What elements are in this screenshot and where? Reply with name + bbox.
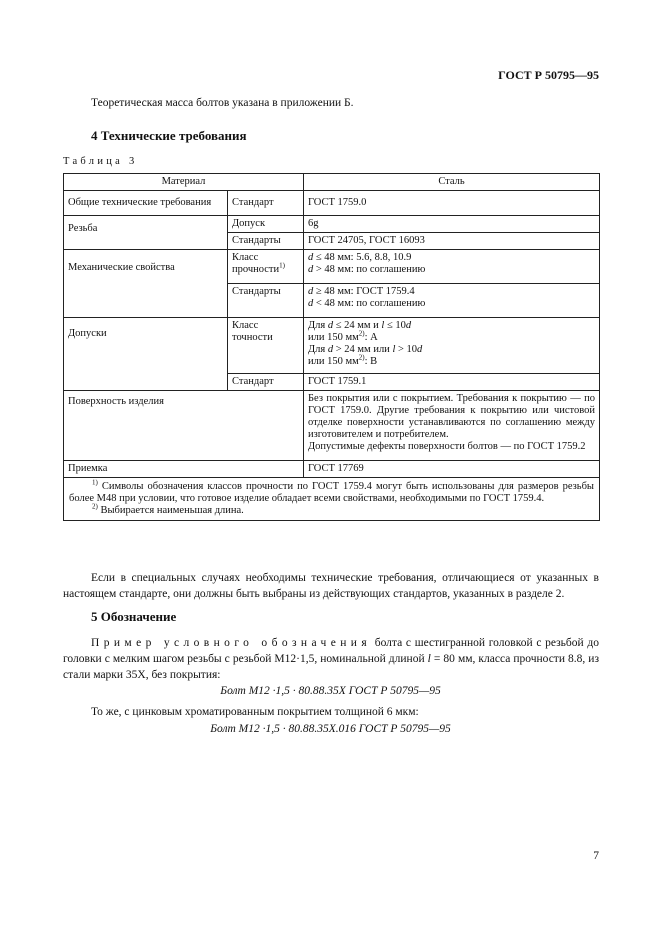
- row-mech-label: [64, 250, 228, 318]
- table-row: [64, 216, 600, 233]
- row-mech-class-value: d ≤ 48 мм: 5.6, 8.8, 10.9 d > 48 мм: по соглашению: [304, 250, 600, 284]
- row-mech-standards-value: d ≥ 48 мм: ГОСТ 1759.4 d < 48 мм: по соглашению: [304, 284, 600, 318]
- example-label: Пример условного обозначения: [91, 637, 372, 649]
- row-thread-label: [64, 216, 228, 250]
- surface-text-1: Без покрытия или с покрытием. Требования к покрытию — по ГОСТ 1759.0. Другие требования к покрытию или чистовой отделке поверхности устанавливаются по соглашению между изготовителем и потребителем.: [308, 393, 595, 440]
- header-steel: Сталь: [304, 174, 600, 191]
- section-5-title: 5 Обозначение: [91, 609, 177, 624]
- designation-example-1: Болт М12 ·1,5 · 80.88.35Х ГОСТ Р 50795—95: [220, 685, 441, 697]
- row-general-value: ГОСТ 1759.0: [304, 191, 600, 216]
- row-surface-label: Поверхность изделия: [64, 391, 304, 461]
- row-mech-standards: Стандарты: [228, 284, 304, 318]
- surface-text-2: Допустимые дефекты поверхности болтов — по ГОСТ 1759.2: [308, 441, 586, 452]
- footnote-ref-2: 2): [358, 329, 365, 338]
- footnote-ref-2: 2): [358, 353, 365, 362]
- row-acceptance-value: ГОСТ 17769: [304, 461, 600, 478]
- intro-paragraph: Теоретическая масса болтов указана в приложении Б.: [91, 97, 354, 109]
- footnote-2-mark: 2): [92, 502, 98, 511]
- table-row: [64, 391, 600, 461]
- table-row: [64, 461, 600, 478]
- mech-class-value-line2: > 48 мм: по соглашению: [315, 264, 426, 275]
- table-footnotes: [64, 478, 600, 521]
- acc-text: ≤ 24 мм и: [335, 320, 379, 331]
- acc-text: Для: [308, 320, 326, 331]
- designation-example-paragraph: Пример условного обозначения болта с шестигранной головкой с резьбой до головки с мелким шагом резьбы с резьбой М12·1,5, номинальной длиной l = 80 мм, класса прочности 8.8, из стали марки 35Х, без покрытия:: [63, 637, 600, 681]
- section-4-title: 4 Технические требования: [91, 128, 247, 143]
- table-row: [64, 478, 600, 521]
- row-general-label: Общие технические требования: [64, 191, 228, 216]
- table-row: [64, 318, 600, 374]
- table-row: [64, 250, 600, 284]
- table-row: [64, 191, 600, 216]
- footnote-ref-1: 1): [279, 261, 285, 270]
- footnote-2-text: Выбирается наименьшая длина.: [100, 505, 244, 516]
- row-tolerances-label: [64, 318, 228, 391]
- mech-class-value-line1: ≤ 48 мм: 5.6, 8.8, 10.9: [315, 252, 412, 263]
- row-acceptance-label: Приемка: [64, 461, 304, 478]
- accuracy-line2: точности: [232, 332, 273, 343]
- row-mech-class: [228, 250, 304, 284]
- row-thread-standards-value: ГОСТ 24705, ГОСТ 16093: [304, 233, 600, 250]
- acc-text: > 10: [397, 344, 418, 355]
- footnote-2: [69, 502, 594, 517]
- footnote-1-mark: 1): [92, 478, 98, 487]
- acc-text: : В: [364, 356, 378, 367]
- mech-class-line1: Класс: [232, 252, 259, 263]
- row-tolerances-standard: Стандарт: [228, 374, 304, 391]
- footnote-1-text: Символы обозначения классов прочности по ГОСТ 1759.4 могут быть использованы для размеров резьбы более М48 при условии, что готовое изделие обладает всеми свойствами, необходимыми по ГОСТ 1759.4.: [69, 481, 594, 504]
- requirements-table: [63, 173, 600, 521]
- mech-std-value-line1: ≥ 48 мм: ГОСТ 1759.4: [315, 286, 415, 297]
- thread-label-text: Резьба: [68, 223, 98, 234]
- acc-text: или 150 мм: [308, 356, 359, 367]
- mech-std-value-line2: < 48 мм: по соглашению: [315, 298, 426, 309]
- row-thread-standards: Стандарты: [228, 233, 304, 250]
- header-material: Материал: [64, 174, 304, 191]
- acc-text: Для: [308, 344, 326, 355]
- acc-text: > 24 мм или: [335, 344, 390, 355]
- acc-text: или 150 мм: [308, 332, 359, 343]
- table-caption: Таблица 3: [63, 156, 138, 167]
- page-number: 7: [593, 850, 599, 862]
- row-thread-tolerance: Допуск: [228, 216, 304, 233]
- row-tolerances-standard-value: ГОСТ 1759.1: [304, 374, 600, 391]
- example-text-a: болта с шестигранной головкой с резьбой до головки с мелким шагом резьбы с резьбой М12·1,5, номинальной длиной: [63, 637, 600, 665]
- tolerances-label-text: Допуски: [68, 328, 107, 339]
- row-general-standard: Стандарт: [228, 191, 304, 216]
- accuracy-line1: Класс: [232, 320, 259, 331]
- row-tolerances-accuracy: [228, 318, 304, 374]
- mech-class-line2: прочности: [232, 264, 280, 275]
- zinc-coating-paragraph: То же, с цинковым хроматированным покрытием толщиной 6 мкм:: [91, 706, 419, 718]
- row-thread-tolerance-value: 6g: [304, 216, 600, 233]
- document-header: ГОСТ Р 50795—95: [498, 68, 599, 82]
- acc-text: ≤ 10: [386, 320, 406, 331]
- footnote-1: [69, 478, 594, 505]
- paragraph-special-requirements: Если в специальных случаях необходимы технические требования, отличающиеся от указанных в настоящем стандарте, они должны быть выбраны из действующих стандартов, указанных в разделе 2.: [63, 572, 599, 600]
- row-surface-value: [304, 391, 600, 461]
- example-text-b: = 80 мм, класса прочности 8.8, из стали марки 35Х, без покрытия:: [63, 653, 599, 681]
- acc-text: : А: [364, 332, 378, 343]
- mech-label-text: Механические свойства: [68, 262, 175, 273]
- row-tolerances-accuracy-value: Для d ≤ 24 мм и l ≤ 10d или 150 $мм^{2)}$: А Для d > 24 мм или l > 10d или 150 $мм^{2)}$: В: [304, 318, 600, 374]
- designation-example-2: Болт М12 ·1,5 · 80.88.35Х.016 ГОСТ Р 50795—95: [210, 723, 451, 735]
- table-row: [64, 174, 600, 191]
